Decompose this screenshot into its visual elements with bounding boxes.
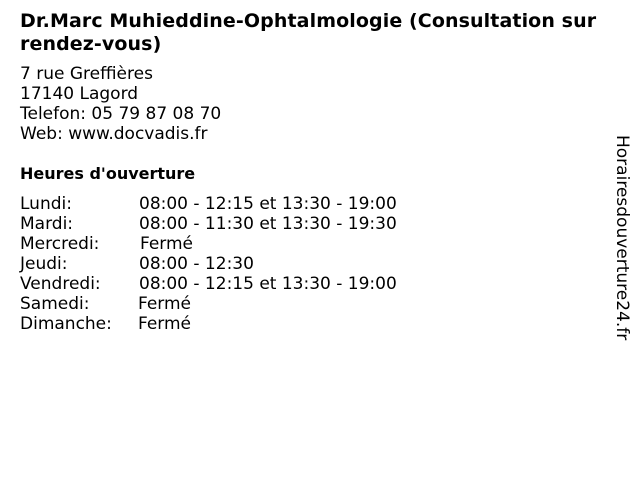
hours-value: Fermé bbox=[140, 234, 194, 254]
day-label: Vendredi: bbox=[20, 274, 101, 294]
hours-value: 08:00 - 11:30 et 13:30 - 19:30 bbox=[139, 214, 397, 234]
phone-number: Telefon: 05 79 87 08 70 bbox=[20, 104, 222, 124]
business-name: Dr.Marc Muhieddine-Ophtalmologie (Consultation sur rendez-vous) bbox=[20, 10, 597, 55]
city-postal-code: 17140 Lagord bbox=[20, 84, 139, 104]
hours-value: 08:00 - 12:15 et 13:30 - 19:00 bbox=[139, 274, 397, 294]
hours-value: 08:00 - 12:15 et 13:30 - 19:00 bbox=[139, 194, 397, 214]
day-label: Lundi: bbox=[20, 194, 72, 214]
day-label: Samedi: bbox=[20, 294, 90, 314]
day-label: Jeudi: bbox=[20, 254, 68, 274]
day-label: Mardi: bbox=[20, 214, 74, 234]
website: Web: www.docvadis.fr bbox=[20, 124, 208, 144]
hours-value: Fermé bbox=[138, 314, 192, 334]
site-watermark: Horairesdouverture24.fr bbox=[612, 135, 632, 341]
hours-value: Fermé bbox=[138, 294, 192, 314]
address-block bbox=[20, 64, 221, 144]
opening-hours-heading: Heures d'ouverture bbox=[20, 164, 196, 183]
day-label: Dimanche: bbox=[20, 314, 112, 334]
day-label: Mercredi: bbox=[20, 234, 100, 254]
street-address: 7 rue Greffières bbox=[20, 64, 153, 84]
hours-value: 08:00 - 12:30 bbox=[139, 254, 254, 274]
